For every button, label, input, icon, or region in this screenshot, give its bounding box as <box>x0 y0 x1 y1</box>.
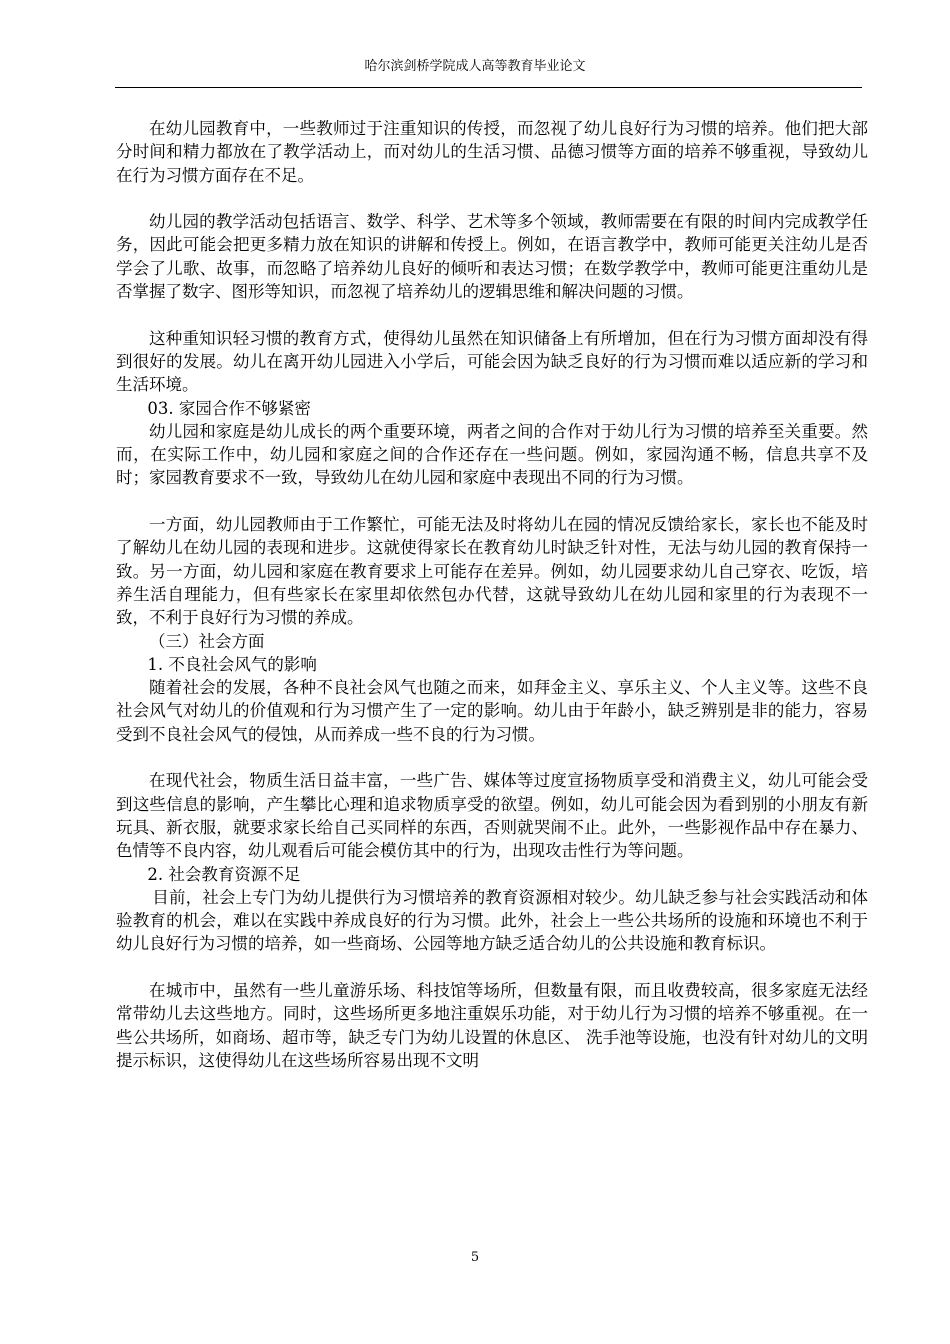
document-body <box>116 117 868 1072</box>
paragraph: 随着社会的发展，各种不良社会风气也随之而来，如拜金主义、享乐主义、个人主义等。这些不良社会风气对幼儿的价值观和行为习惯产生了一定的影响。幼儿由于年龄小，缺乏辨别是非的能力，容易受到不良社会风气的侵蚀，从而养成一些不良的行为习惯。 <box>116 678 868 744</box>
paragraph: 幼儿园的教学活动包括语言、数学、科学、艺术等多个领域，教师需要在有限的时间内完成教学任务，因此可能会把更多精力放在知识的讲解和传授上。例如，在语言教学中，教师可能更关注幼儿是否学会了儿歌、故事，而忽略了培养幼儿良好的倾听和表达习惯；在数学教学中，教师可能更注重幼儿是否掌握了数字、图形等知识，而忽视了培养幼儿的逻辑思维和解决问题的习惯。 <box>116 212 868 302</box>
page-number: 5 <box>470 1250 480 1265</box>
page-header-title: 哈尔滨剑桥学院成人高等教育毕业论文 <box>364 59 586 74</box>
paragraph: 在现代社会，物质生活日益丰富，一些广告、媒体等过度宣扬物质享受和消费主义，幼儿可能会受到这些信息的影响，产生攀比心理和追求物质享受的欲望。例如，幼儿可能会因为看到别的小朋友有新玩具、新衣服，就要求家长给自己买同样的东西，否则就哭闹不止。此外，一些影视作品中存在暴力、色情等不良内容，幼儿观看后可能会模仿其中的行为，出现攻击性行为等问题。 <box>116 771 868 861</box>
paragraph: 在幼儿园教育中，一些教师过于注重知识的传授，而忽视了幼儿良好行为习惯的培养。他们把大部分时间和精力都放在了教学活动上，而对幼儿的生活习惯、品德习惯等方面的培养不够重视，导致幼儿在行为习惯方面存在不足。 <box>116 119 868 185</box>
paragraph: 这种重知识轻习惯的教育方式，使得幼儿虽然在知识储备上有所增加，但在行为习惯方面却没有得到很好的发展。幼儿在离开幼儿园进入小学后，可能会因为缺乏良好的行为习惯而难以适应新的学习和生活环境。 <box>116 328 868 395</box>
subsection-heading: 2. 社会教育资源不足 <box>147 864 301 884</box>
section-heading: （三）社会方面 <box>149 631 265 651</box>
subsection-heading: 1. 不良社会风气的影响 <box>147 654 317 674</box>
header-divider <box>115 87 862 88</box>
paragraph: 一方面，幼儿园教师由于工作繁忙，可能无法及时将幼儿在园的情况反馈给家长，家长也不能及时了解幼儿在幼儿园的表现和进步。这就使得家长在教育幼儿时缺乏针对性，无法与幼儿园的教育保持一致。另一方面，幼儿园和家庭在教育要求上可能存在差异。例如，幼儿园要求幼儿自己穿衣、吃饭，培养生活自理能力，但有些家长在家里却依然包办代替，这就导致幼儿在幼儿园和家里的行为表现不一致，不利于良好行为习惯的养成。 <box>116 515 868 628</box>
paragraph: 幼儿园和家庭是幼儿成长的两个重要环境，两者之间的合作对于幼儿行为习惯的培养至关重要。然而，在实际工作中，幼儿园和家庭之间的合作还存在一些问题。例如，家园沟通不畅，信息共享不及时；家园教育要求不一致，导致幼儿在幼儿园和家庭中表现出不同的行为习惯。 <box>116 421 868 488</box>
paragraph: 目前，社会上专门为幼儿提供行为习惯培养的教育资源相对较少。幼儿缺乏参与社会实践活动和体验教育的机会，难以在实践中养成良好的行为习惯。此外，社会上一些公共场所的设施和环境也不利于幼儿良好行为习惯的培养，如一些商场、公园等地方缺乏适合幼儿的公共设施和教育标识。 <box>116 887 868 954</box>
paragraph: 在城市中，虽然有一些儿童游乐场、科技馆等场所，但数量有限，而且收费较高，很多家庭无法经常带幼儿去这些地方。同时，这些场所更多地注重娱乐功能，对于幼儿行为习惯的培养不够重视。在一些公共场所，如商场、超市等，缺乏专门为幼儿设置的休息区、 洗手池等设施，也没有针对幼儿的文明提示标识，这使得幼儿在这些场所容易出现不文明 <box>116 980 868 1070</box>
section-heading: 03. 家园合作不够紧密 <box>147 398 311 418</box>
